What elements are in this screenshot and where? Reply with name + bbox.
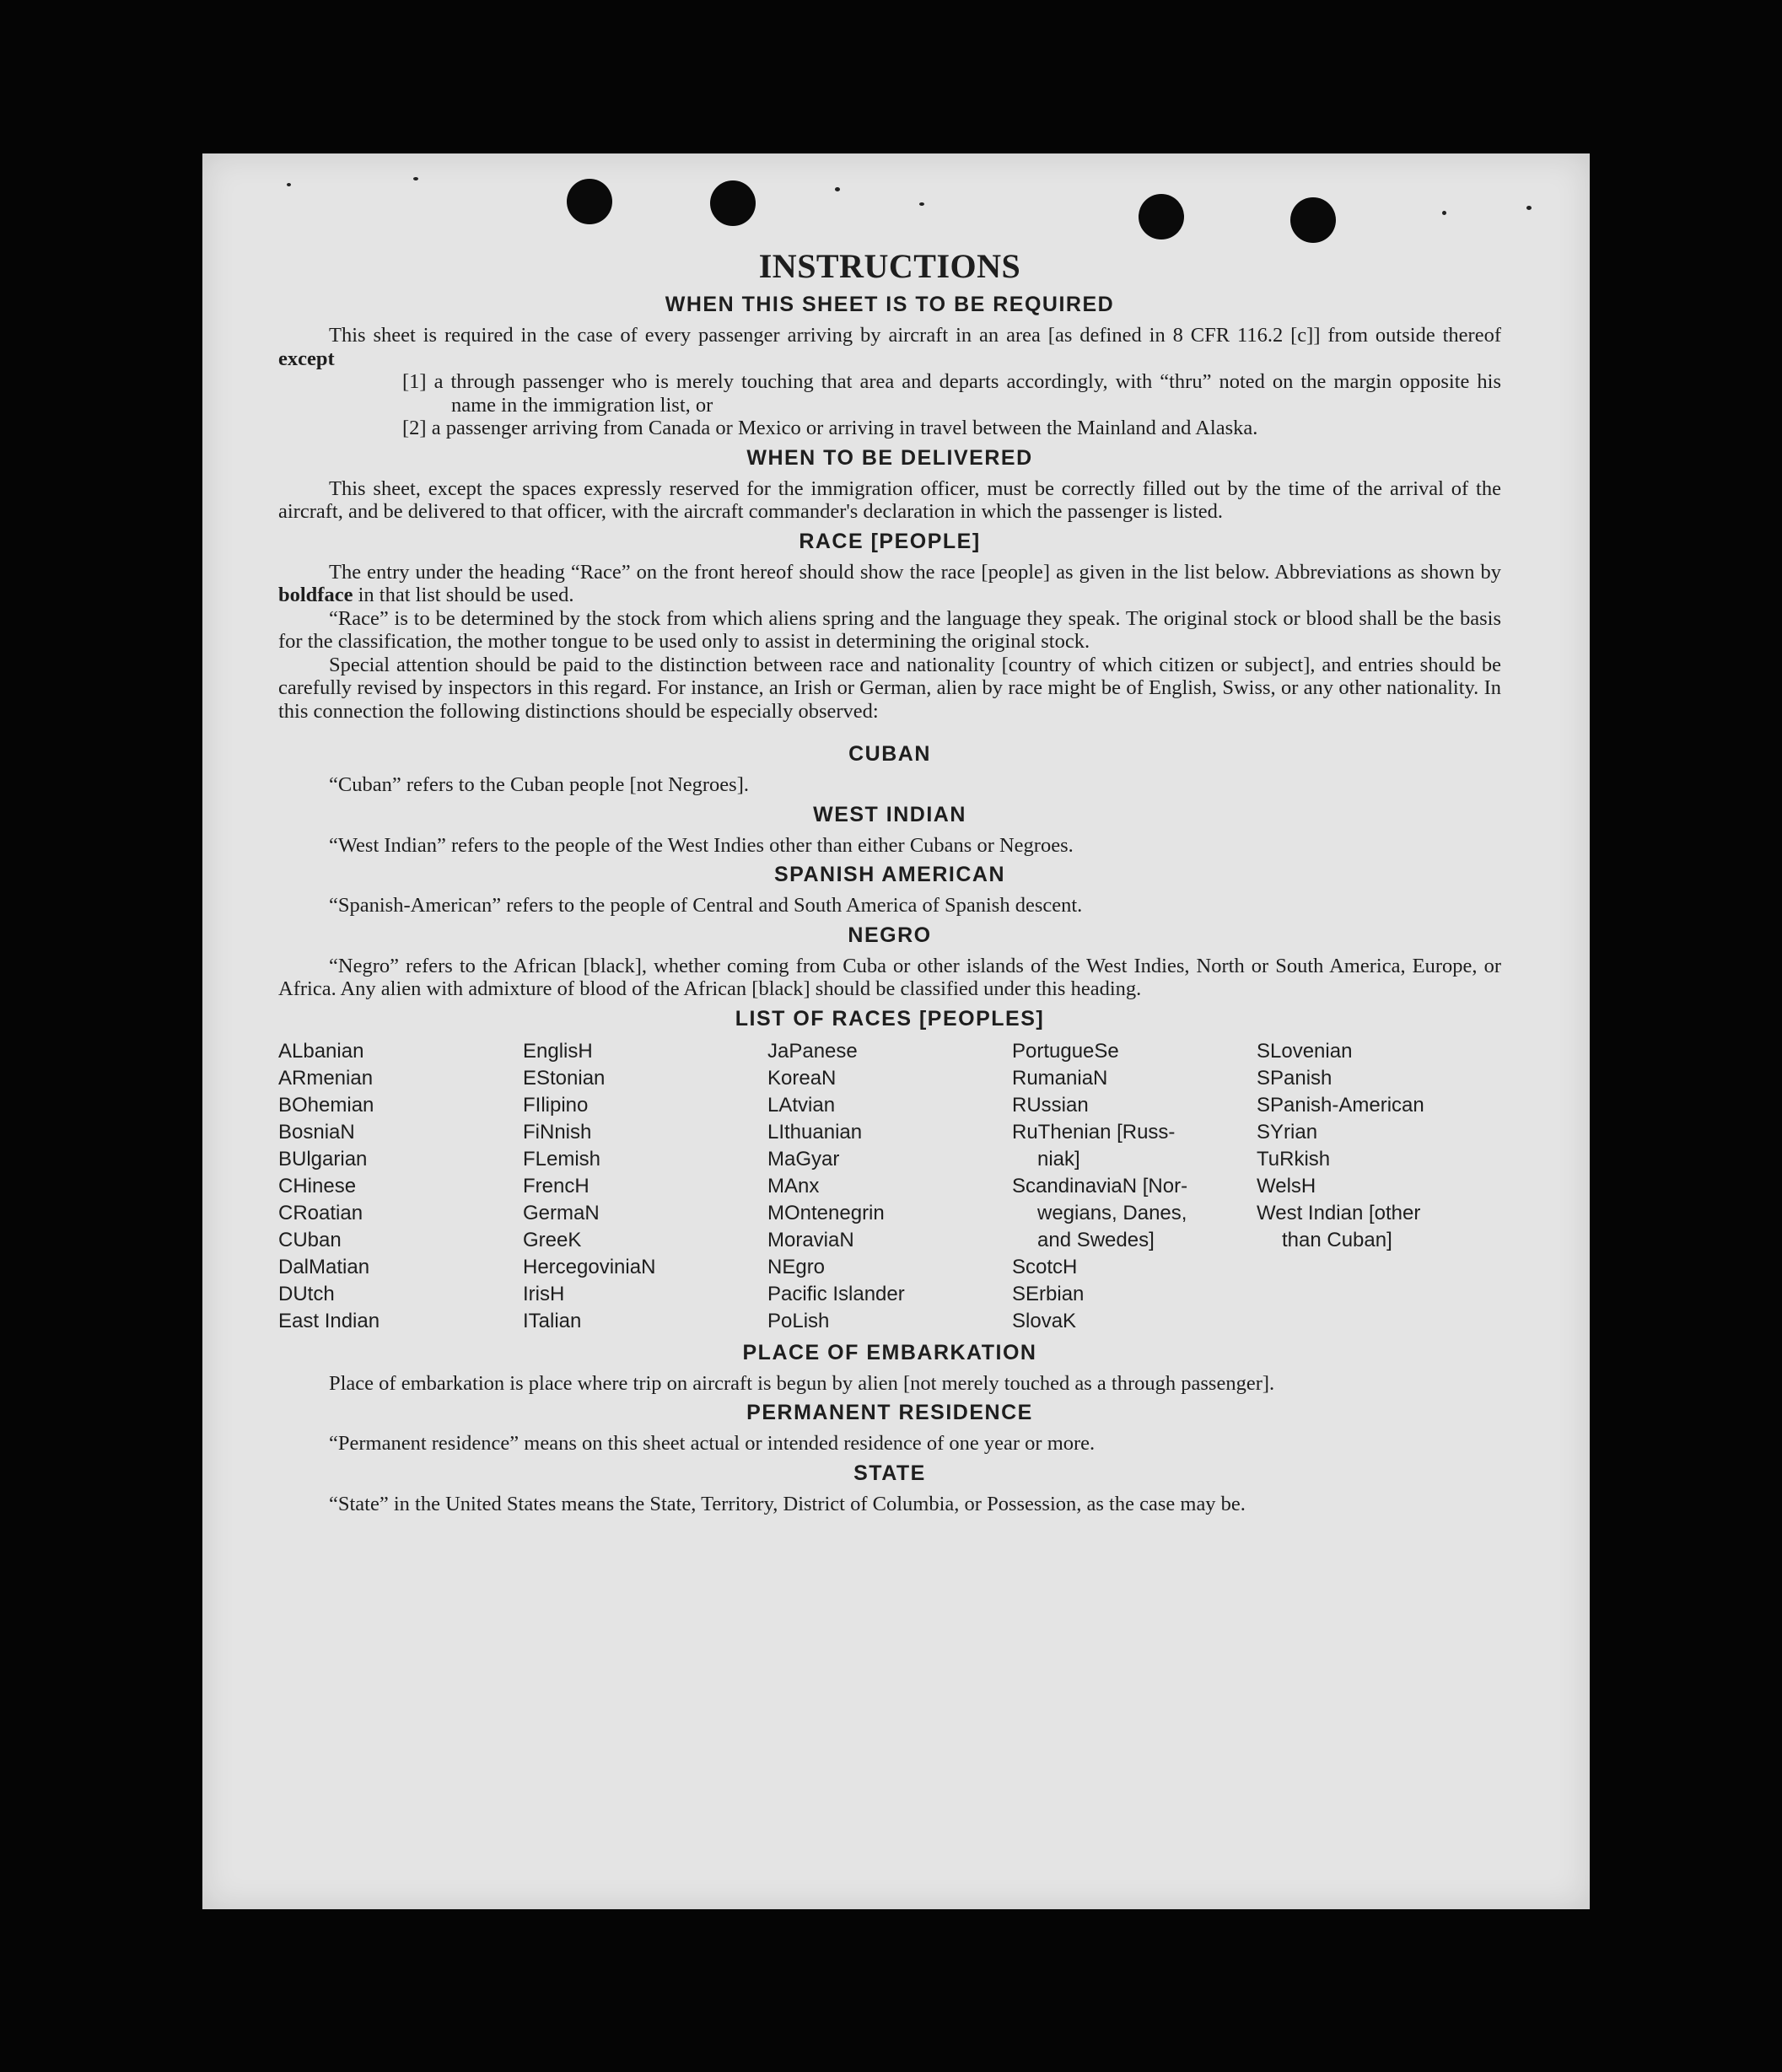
race-entry: FLemish: [523, 1147, 601, 1171]
dust-speck: [287, 183, 291, 186]
race-entry: GreeK: [523, 1228, 582, 1251]
race-entry: TuRkish: [1257, 1147, 1331, 1171]
dust-speck: [1526, 206, 1532, 210]
race-entry: PoLish: [767, 1309, 830, 1332]
race-entry-continued: and Swedes]: [1037, 1228, 1155, 1251]
except-word: except: [278, 347, 335, 370]
races-column: [1257, 1038, 1501, 1335]
race-entry: CUban: [278, 1228, 342, 1251]
section-heading-required: WHEN THIS SHEET IS TO BE REQUIRED: [665, 293, 1115, 316]
race-entry-continued: than Cuban]: [1282, 1228, 1392, 1251]
punch-hole: [1290, 197, 1336, 243]
section-heading-state: STATE: [853, 1461, 926, 1485]
races-column: [1012, 1038, 1257, 1335]
race-paragraph: Special attention should be paid to the distinction between race and nationality [country of which citizen or subject], and entries should be carefully revised by inspectors in this regard. For instance, an Irish or German, alien by race might be of English, Swiss, or any other nationality. In this connection the following distinctions should be especially observed:: [278, 653, 1501, 723]
race-entry: East Indian: [278, 1309, 380, 1332]
race-entry: MOntenegrin: [767, 1201, 885, 1224]
section-heading-residence: PERMANENT RESIDENCE: [746, 1401, 1033, 1424]
race-entry: SLovenian: [1257, 1039, 1353, 1063]
race-entry: ITalian: [523, 1309, 582, 1332]
section-heading-west-indian: WEST INDIAN: [813, 802, 966, 826]
residence-text: “Permanent residence” means on this sheet actual or intended residence of one year or more.: [329, 1432, 1096, 1455]
section-heading-delivered: WHEN TO BE DELIVERED: [746, 445, 1033, 470]
punch-hole: [567, 179, 612, 224]
required-item: [1] a through passenger who is merely touching that area and departs accordingly, with “thru” noted on the margin opposite his name in the immigration list, or: [402, 370, 1501, 417]
race-entry: FiNnish: [523, 1120, 592, 1144]
embarkation-text: Place of embarkation is place where trip on aircraft is begun by alien [not merely touched as a through passenger].: [329, 1371, 1275, 1395]
race-entry: FrencH: [523, 1174, 590, 1197]
page-title: INSTRUCTIONS: [758, 247, 1021, 285]
race-entry: CHinese: [278, 1174, 357, 1197]
race-entry: ARmenian: [278, 1066, 374, 1090]
race-entry: West Indian [other: [1257, 1201, 1421, 1224]
race-entry-continued: niak]: [1037, 1147, 1080, 1171]
state-text: “State” in the United States means the State, Territory, District of Columbia, or Possession, as the case may be.: [329, 1492, 1246, 1515]
race-entry: HercegoviniaN: [523, 1255, 656, 1278]
race-entry: RUssian: [1012, 1093, 1089, 1117]
race-entry: EStonian: [523, 1066, 606, 1090]
race-entry: MoraviaN: [767, 1228, 854, 1251]
race-entry: MaGyar: [767, 1147, 840, 1171]
race-entry: SPanish: [1257, 1066, 1332, 1090]
dust-speck: [919, 202, 924, 206]
races-column: [523, 1038, 767, 1335]
race-entry: SErbian: [1012, 1282, 1085, 1305]
race-entry: IrisH: [523, 1282, 565, 1305]
race-entry: NEgro: [767, 1255, 826, 1278]
section-heading-race: RACE [PEOPLE]: [799, 529, 981, 553]
dust-speck: [1442, 211, 1446, 215]
race-entry: ScandinaviaN [Nor-: [1012, 1174, 1188, 1197]
race-entry: BUlgarian: [278, 1147, 368, 1171]
instruction-sheet: [202, 153, 1590, 1909]
section-heading-list-of-races: LIST OF RACES [PEOPLES]: [735, 1006, 1045, 1031]
race-entry: RuThenian [Russ-: [1012, 1120, 1176, 1144]
race-entry: Pacific Islander: [767, 1282, 905, 1305]
race-entry: LAtvian: [767, 1093, 836, 1117]
race-paragraph: The entry under the heading “Race” on the front hereof should show the race [people] as given in the list below. Abbreviations as shown by boldface in that list should be used.: [278, 560, 1501, 606]
race-entry: CRoatian: [278, 1201, 363, 1224]
race-entry: ALbanian: [278, 1039, 364, 1063]
race-entry: FIlipino: [523, 1093, 589, 1117]
dust-speck: [835, 187, 840, 191]
delivered-text: This sheet, except the spaces expressly reserved for the immigration officer, must be correctly filled out by the time of the arrival of the aircraft, and be delivered to that officer, with the aircraft commander's declaration in which the passenger is listed.: [278, 476, 1501, 523]
negro-text: “Negro” refers to the African [black], whether coming from Cuba or other islands of the West Indies, North or South America, Europe, or Africa. Any alien with admixture of blood of the African [black] should be classified under this heading.: [278, 954, 1501, 1000]
section-heading-spanish-american: SPANISH AMERICAN: [773, 863, 1005, 886]
race-entry: GermaN: [523, 1201, 600, 1224]
punch-hole: [710, 180, 756, 226]
dust-speck: [413, 177, 418, 180]
race-entry: KoreaN: [767, 1066, 837, 1090]
race-entry: ScotcH: [1012, 1255, 1078, 1278]
spanish-american-text: “Spanish-American” refers to the people of Central and South America of Spanish descent.: [329, 894, 1083, 917]
race-entry: SlovaK: [1012, 1309, 1077, 1332]
race-entry-continued: wegians, Danes,: [1037, 1201, 1187, 1224]
boldface-word: boldface: [278, 584, 353, 606]
races-column: [278, 1038, 523, 1335]
race-entry: JaPanese: [767, 1039, 858, 1063]
punch-hole: [1139, 194, 1184, 239]
race-entry: LIthuanian: [767, 1120, 863, 1144]
west-indian-text: “West Indian” refers to the people of the West Indies other than either Cubans or Negroes.: [329, 833, 1074, 857]
section-heading-cuban: CUBAN: [848, 742, 931, 766]
race-entry: RumaniaN: [1012, 1066, 1108, 1090]
race-entry: SPanish-American: [1257, 1093, 1424, 1117]
required-intro: This sheet is required in the case of every passenger arriving by aircraft in an area [as defined in 8 CFR 116.2 [c]] from outside thereof except: [278, 324, 1501, 370]
instructions-content: [278, 246, 1501, 1515]
race-entry: EnglisH: [523, 1039, 593, 1063]
races-column: [767, 1038, 1012, 1335]
race-entry: SYrian: [1257, 1120, 1318, 1144]
cuban-text: “Cuban” refers to the Cuban people [not Negroes].: [329, 773, 749, 796]
races-list: [278, 1038, 1501, 1335]
race-paragraph: “Race” is to be determined by the stock from which aliens spring and the language they speak. The original stock or blood shall be the basis for the classification, the mother tongue to be used only to assist in determining the original stock.: [278, 606, 1501, 653]
race-entry: BOhemian: [278, 1093, 374, 1117]
race-entry: PortugueSe: [1012, 1039, 1119, 1063]
section-heading-negro: NEGRO: [848, 923, 932, 947]
race-entry: DalMatian: [278, 1255, 370, 1278]
race-entry: WelsH: [1257, 1174, 1316, 1197]
required-item: [2] a passenger arriving from Canada or Mexico or arriving in travel between the Mainland and Alaska.: [402, 417, 1258, 439]
race-entry: DUtch: [278, 1282, 335, 1305]
race-entry: MAnx: [767, 1174, 820, 1197]
section-heading-embarkation: PLACE OF EMBARKATION: [742, 1340, 1037, 1364]
race-entry: BosniaN: [278, 1120, 355, 1144]
